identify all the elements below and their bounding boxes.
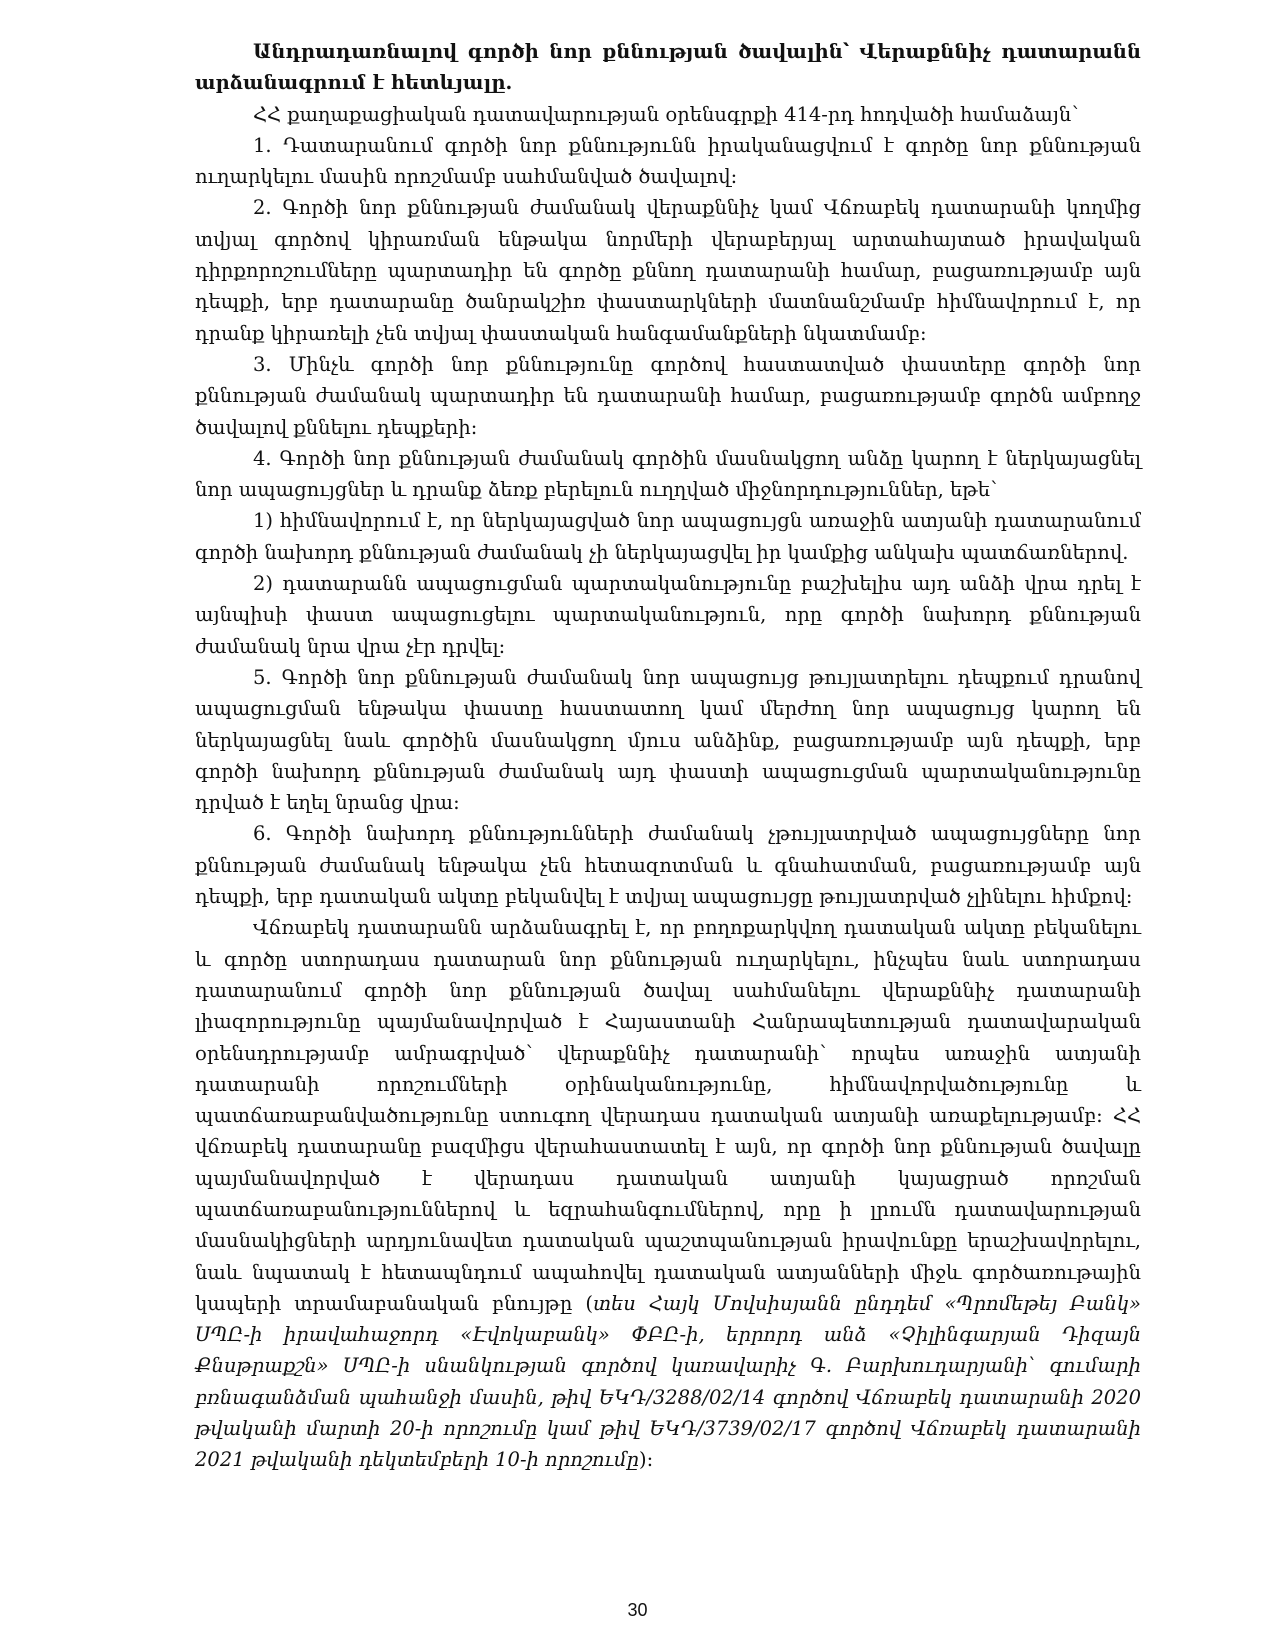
paragraph-5: 5. Գործի նոր քննության ժամանակ նոր ապացույց թույլատրելու դեպքում դրանով ապացուցման ենթակա փաստը հաստատող կամ մերժող նոր ապացույց կարող են ներկայացնել նաև գործին մասնակցող մյուս անձինք, բացառությամբ այն դեպքի, երբ գործի նախորդ քննության ժամանակ այդ փաստի ապացուցման պարտականությունը դրված է եղել նրանց վրա: <box>195 665 1141 815</box>
page-number: 30 <box>627 1600 648 1620</box>
section-heading: Անդրադառնալով գործի նոր քննության ծավալին՝ Վերաքննիչ դատարանն արձանագրում է հետևյալը. <box>195 40 1141 95</box>
paragraph-6: 6. Գործի նախորդ քննությունների ժամանակ չթույլատրված ապացույցները նոր քննության ժամանակ ենթակա չեն հետազոտման և գնահատման, բացառությամբ այն դեպքի, երբ դատական ակտը բեկանվել է տվյալ ապացույցը թույլատրված չլինելու հիմքով: <box>195 822 1141 909</box>
paragraph-3: 3. Մինչև գործի նոր քննությունը գործով հաստատված փաստերը գործի նոր քննության ժամանակ պարտադիր են դատարանի համար, բացառությամբ գործն ամբողջ ծավալով քննելու դեպքերի: <box>195 352 1141 439</box>
paragraph-intro: ՀՀ քաղաքացիական դատավարության օրենսգրքի 414-րդ հոդվածի համաձայն՝ <box>253 102 1079 126</box>
paragraph-cassation <box>195 912 1141 1475</box>
case-citation: տես Հայկ Մովսիսյանն ընդդեմ «Պրոմեթեյ Բանկ» ՍՊԸ-ի իրավահաջորդ «Էվոկաբանկ» ՓԲԸ-ի, երրորդ անձ «Չիլինգարյան Դիզայն Քնսթրաքշն» ՍՊԸ-ի սնանկության գործով կառավարիչ Գ. Բարխուդարյանի՝ գումարի բռնագանձման պահանջի մասին, թիվ ԵԿԴ/3288/02/14 գործով Վճռաբեկ դատարանի 2020 թվականի մարտի 20-ի որոշումը կամ թիվ ԵԿԴ/3739/02/17 գործով Վճռաբեկ դատարանի 2021 թվականի դեկտեմբերի 10-ի որոշումը <box>195 1291 1141 1472</box>
paragraph-4-2: 2) դատարանն ապացուցման պարտականությունը բաշխելիս այդ անձի վրա դրել է այնպիսի փաստ ապացուցելու պարտականություն, որը գործի նախորդ քննության ժամանակ նրա վրա չէր դրվել: <box>195 572 1141 658</box>
paragraph-4-1: 1) հիմնավորում է, որ ներկայացված նոր ապացույցն առաջին ատյանի դատարանում գործի նախորդ քննության ժամանակ չի ներկայացվել իր կամքից անկախ պատճառներով. <box>195 509 1141 564</box>
paragraph-2: 2. Գործի նոր քննության ժամանակ վերաքննիչ կամ Վճռաբեկ դատարանի կողմից տվյալ գործով կիրառման ենթակա նորմերի վերաբերյալ արտահայտած իրավական դիրքորոշումները պարտադիր են գործը քննող դատարանի համար, բացառությամբ այն դեպքի, երբ դատարանը ծանրակշիռ փաստարկների մատնանշմամբ հիմնավորում է, որ դրանք կիրառելի չեն տվյալ փաստական հանգամանքների նկատմամբ: <box>195 196 1141 345</box>
cassation-text: Վճռաբեկ դատարանն արձանագրել է, որ բողոքարկվող դատական ակտը բեկանելու և գործը ստորադաս դատարան նոր քննության ուղարկելու, ինչպես նաև ստորադաս դատարանում գործի նոր քննության ծավալ սահմանելու վերաքննիչ դատարանի լիազորությունը պայմանավորված է Հայաստանի Հանրապետության դատավարական օրենսդրությամբ ամրագրված՝ վերաքննիչ դատարանի՝ որպես առաջին ատյանի դատարանի որոշումների օրինականությունը, հիմնավորվածությունը և պատճառաբանվածությունը ստուգող վերադաս դատական ատյանի առաքելությամբ: ՀՀ վճռաբեկ դատարանը բազմիցս վերահաստատել է այն, որ գործի նոր քննության ծավալը պայմանավորված է վերադաս դատական ատյանի կայացրած որոշման պատճառաբանություններով և եզրահանգումներով, որը ի լրումն դատավարության մասնակիցների արդյունավետ դատական պաշտպանության իրավունքը երաշխավորելու, նաև նպատակ է հետապնդում ապահովել դատական ատյանների միջև գործառութային կապերի տրամաբանական բնույթը ( <box>195 916 1141 1315</box>
citation-closing: ): <box>639 1448 654 1472</box>
document-page <box>195 36 1141 1476</box>
paragraph-1: 1. Դատարանում գործի նոր քննությունն իրականացվում է գործը նոր քննության ուղարկելու մասին որոշմամբ սահմանված ծավալով: <box>195 133 1141 189</box>
paragraph-4: 4. Գործի նոր քննության ժամանակ գործին մասնակցող անձը կարող է ներկայացնել նոր ապացույցներ և դրանք ձեռք բերելուն ուղղված միջնորդություններ, եթե՝ <box>195 446 1141 502</box>
